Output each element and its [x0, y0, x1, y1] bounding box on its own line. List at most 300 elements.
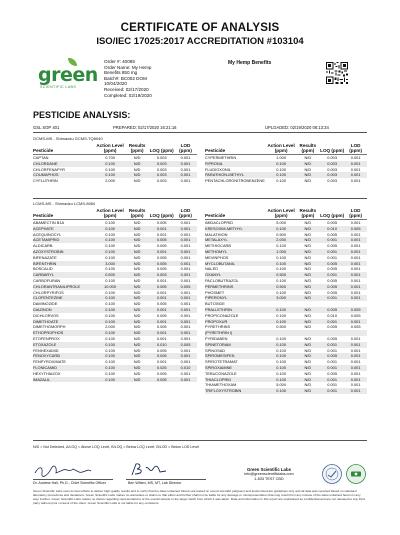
table-cell: 0.001 — [174, 319, 197, 325]
order-line: 10/04/2020 — [104, 81, 127, 87]
table-cell: 0.100 — [276, 266, 286, 272]
prepared-date: PREPARED: 02/17/2020 16:21:16 — [113, 125, 177, 130]
signature-director — [128, 462, 170, 478]
table-cell: 0.100 — [95, 161, 125, 167]
lab-name: Green Scientific Labs — [247, 467, 291, 472]
column-header: LOQ (ppm) — [149, 208, 174, 220]
table-cell: N/D — [296, 249, 320, 255]
pesticide-name: ALDICARB — [33, 243, 53, 249]
lab-contact — [222, 468, 316, 481]
table-cell: 0.100 — [95, 226, 125, 232]
column-header: Action Level (ppm) — [267, 143, 295, 153]
pesticide-name: CHLORANTRANILIPROLE — [33, 284, 95, 290]
pesticide-name: IMIDACLOPRID — [205, 220, 234, 225]
table-cell: 0.001 — [350, 155, 361, 160]
table-cell: N/D — [133, 347, 141, 353]
table-cell: 0.001 — [327, 347, 338, 353]
pesticide-name: MALATHION — [205, 231, 228, 237]
table-cell: N/D — [125, 353, 150, 359]
table-cell: 3.000 — [95, 261, 125, 267]
pesticide-name: FENHEXAMID — [33, 347, 59, 353]
gcms-table-right — [205, 143, 367, 184]
pesticide-name: TRIFLOXYSTROBIN — [205, 388, 267, 394]
table-cell: 0.005 — [156, 266, 167, 272]
column-header: LOD (ppm) — [174, 208, 197, 220]
pesticide-name: FIPRONIL — [205, 161, 267, 167]
order-line: Order #: 40085 — [104, 59, 135, 64]
pesticide-name: SPIROTETRAMAT — [205, 359, 238, 365]
table-cell: 0.005 — [320, 284, 344, 290]
disclaimer-text: Green Scientific Labs uses its best efforts to deliver high-quality results and to verify that the data contained therein are based on sound scientific judgment and levels listed are guidelines only and all data was reported based on standard laboratory procedures and deviations. Green Scientific Labs makes no warranties or claims to that effect and further shall not be liable for any damage or misrepresentation that may result from any misuse of the data contained herein in any way. Further, Green Scientific Labs makes no claims regarding representations of the overall sample to the larger batch from which it was taken. Data and information in this report are maintained as confidential and are not released to any third party without prior consent of the client. Green Scientific Labs is not liable for any omissions. — [33, 489, 365, 505]
pesticide-name: ETHOPROPHOS — [33, 330, 95, 336]
table-cell: 0.001 — [156, 289, 167, 295]
table-cell: N/D — [304, 335, 312, 341]
table-cell: N/D — [133, 220, 141, 225]
table-cell: 0.003 — [149, 272, 174, 278]
table-cell: 0.100 — [105, 231, 115, 237]
table-cell: 0.001 — [180, 277, 191, 283]
signature-line — [33, 479, 113, 480]
table-cell: 1.000 — [267, 249, 296, 255]
lab-phone: 1-833 TEST CBD — [254, 476, 284, 481]
table-cell: N/D — [296, 319, 320, 325]
pesticide-name: ACEPHATE — [33, 226, 95, 232]
table-cell: 0.100 — [105, 370, 115, 376]
table-cell: 0.100 — [105, 347, 115, 353]
table-cell: 0.001 — [320, 377, 344, 383]
table-cell: 0.010 — [174, 365, 197, 371]
column-header: Pesticide — [205, 143, 267, 155]
table-cell: N/D — [125, 249, 150, 255]
qr-code-icon[interactable] — [326, 62, 348, 84]
table-cell: 0.005 — [320, 307, 344, 313]
table-cell: N/D — [296, 342, 320, 348]
pesticide-name: THIACLOPRID — [205, 377, 267, 383]
table-cell: 0.003 — [327, 178, 338, 184]
order-line: Completed: 02/19/2020 — [104, 92, 152, 98]
table-cell: 0.500 — [276, 324, 286, 330]
table-cell: N/D — [125, 172, 150, 178]
certificate-title: CERTIFICATE OF ANALYSIS — [120, 22, 280, 34]
table-cell: 0.001 — [320, 295, 344, 301]
signature-cso — [33, 464, 93, 478]
column-header: Action Level (ppm) — [96, 143, 124, 153]
column-header: LOD (ppm) — [344, 143, 367, 155]
table-cell: 0.001 — [327, 382, 338, 388]
table-cell: 0.001 — [344, 295, 367, 301]
table-cell: 0.001 — [180, 347, 191, 353]
table-cell: 0.001 — [344, 172, 367, 178]
table-cell: 0.100 — [95, 365, 125, 371]
lcms-table-left — [33, 208, 197, 382]
table-cell: N/D — [125, 161, 150, 167]
pesticide-name: THIAMETHOXAM — [205, 382, 237, 388]
table-cell: 0.001 — [327, 254, 338, 260]
table-cell: 0.003 — [149, 161, 174, 167]
table-cell: 0.005 — [174, 342, 197, 348]
table-cell: 0.001 — [149, 330, 174, 336]
table-cell: 0.100 — [267, 365, 296, 371]
table-cell: 0.001 — [344, 377, 367, 383]
table-cell: 10.000 — [95, 284, 125, 290]
pesticide-name: PYRIDABEN — [205, 335, 228, 341]
pesticide-name: DAMINOZIDE — [33, 301, 58, 307]
table-cell: N/D — [304, 166, 312, 172]
signature-cso-name: Dr. Andrew Hall, Ph.D., Chief Scientific Officer — [33, 481, 107, 485]
table-cell: 0.001 — [344, 388, 367, 394]
table-cell: 0.001 — [174, 272, 197, 278]
table-cell: 0.001 — [174, 353, 197, 359]
pesticide-name: KRESOXIM-METHYL — [205, 226, 267, 232]
divider — [33, 198, 367, 199]
table-cell: 0.100 — [267, 226, 296, 232]
table-cell: 0.001 — [350, 289, 361, 295]
table-cell: 0.005 — [149, 284, 174, 290]
table-cell: N/D — [133, 166, 141, 172]
column-header: LOD (ppm) — [174, 143, 197, 155]
table-cell: 0.005 — [149, 261, 174, 267]
pesticide-name: (PYRETHRIN I) — [205, 330, 267, 336]
column-header: LOQ (ppm) — [320, 143, 344, 155]
table-cell: 0.001 — [149, 295, 174, 301]
table-cell: 2.000 — [105, 178, 115, 184]
table-cell: N/D — [133, 277, 141, 283]
table-cell: 0.001 — [320, 342, 344, 348]
pesticide-name: DICHLORVOS — [33, 312, 59, 318]
table-cell: 0.001 — [180, 335, 191, 341]
table-cell: 0.001 — [320, 237, 344, 243]
table-cell: 0.001 — [149, 319, 174, 325]
table-cell: N/D — [304, 347, 312, 353]
column-header: Pesticide — [33, 143, 95, 155]
column-header: LOQ (ppm) — [149, 143, 174, 155]
table-cell: 0.001 — [344, 161, 367, 167]
table-cell: 0.100 — [95, 249, 125, 255]
table-cell: 0.005 — [344, 226, 367, 232]
table-cell: 0.001 — [350, 254, 361, 260]
pesticide-name: CYFLUTHRIN — [33, 178, 58, 184]
pesticide-name: PRALLETHRIN — [205, 307, 267, 313]
table-cell: 0.001 — [350, 178, 361, 184]
green-scientific-logo: green SCIENTIFIC LABS — [38, 58, 94, 92]
column-header: Results (ppm) — [296, 208, 320, 220]
table-cell: 0.001 — [180, 359, 191, 365]
table-cell: N/D — [133, 359, 141, 365]
table-cell: 0.001 — [344, 261, 367, 267]
table-cell: 5.000 — [276, 382, 286, 388]
table-cell: N/D — [304, 220, 312, 225]
table-cell: N/D — [296, 172, 320, 178]
table-cell: 0.005 — [149, 353, 174, 359]
table-cell: 0.001 — [327, 359, 338, 365]
table-cell: N/D — [304, 243, 312, 249]
table-cell: 0.100 — [276, 166, 286, 172]
table-cell: 0.001 — [180, 324, 191, 330]
legend-note: N/D = Not Detected, A/LOQ = Above LOQ Level, B/LOQ = Below LOQ Level, B/LOD = Below LOD Level — [33, 445, 199, 449]
table-cell: 0.005 — [156, 220, 167, 225]
pesticide-name: NALED — [205, 266, 218, 272]
table-cell: 0.001 — [156, 335, 167, 341]
table-cell: 0.003 — [327, 166, 338, 172]
table-cell: N/D — [133, 324, 141, 330]
table-cell: N/D — [133, 312, 141, 318]
table-row — [205, 388, 367, 394]
table-cell: 0.001 — [350, 359, 361, 365]
table-cell: 0.001 — [350, 266, 361, 272]
table-cell: N/D — [125, 295, 150, 301]
column-header: Action Level (ppm) — [96, 208, 124, 218]
table-cell: N/D — [304, 359, 312, 365]
table-cell: 2.000 — [105, 324, 115, 330]
table-cell: N/D — [304, 289, 312, 295]
table-cell: 0.005 — [327, 335, 338, 341]
table-cell: N/D — [133, 289, 141, 295]
table-cell: 0.001 — [156, 231, 167, 237]
table-cell: 0.100 — [267, 161, 296, 167]
pesticide-name: CARBOFURAN — [33, 277, 61, 283]
table-cell: 0.001 — [149, 307, 174, 313]
pesticide-name: SPINETORAM — [205, 342, 267, 348]
table-cell: 0.500 — [95, 272, 125, 278]
table-cell: 0.001 — [149, 249, 174, 255]
table-cell: N/D — [304, 178, 312, 184]
pesticide-name: CHLORDANE — [33, 161, 95, 167]
table-cell: 0.100 — [105, 254, 115, 260]
table-cell: 0.010 — [149, 342, 174, 348]
table-cell: 0.700 — [105, 155, 115, 160]
column-header: Results (ppm) — [296, 143, 320, 155]
pesticide-name: AZOXYSTROBIN — [33, 249, 95, 255]
table-cell: 0.003 — [327, 155, 338, 160]
table-cell: 0.005 — [344, 307, 367, 313]
pesticide-name: CLOFENTEZINE — [33, 295, 95, 301]
table-cell: N/D — [296, 365, 320, 371]
table-cell: 0.001 — [149, 226, 174, 232]
table-cell: 0.001 — [320, 388, 344, 394]
table-cell: 0.005 — [149, 237, 174, 243]
table-cell: N/D — [125, 226, 150, 232]
table-cell: 0.001 — [174, 330, 197, 336]
table-cell: 0.001 — [180, 220, 191, 225]
table-cell: 0.005 — [156, 347, 167, 353]
table-cell: 0.100 — [267, 353, 296, 359]
table-cell: 0.001 — [344, 249, 367, 255]
gcms-method: GCMS-MS - Shimadzu GCMS-TQ8040 — [33, 136, 103, 141]
column-header: Results (ppm) — [125, 143, 150, 155]
table-cell: 0.100 — [95, 307, 125, 313]
table-cell: 0.100 — [276, 243, 286, 249]
pesticide-name: TEBUCONAZOLE — [205, 370, 237, 376]
pesticide-name: PROPOXUR — [205, 319, 267, 325]
column-header: Pesticide — [205, 208, 267, 220]
pesticide-name: PACLOBUTRAZOL — [205, 277, 239, 283]
iso-badge-icon — [346, 464, 366, 484]
table-cell: N/D — [304, 312, 312, 318]
table-cell: N/D — [133, 370, 141, 376]
table-cell: 0.100 — [105, 220, 115, 225]
section-title: PESTICIDE ANALYSIS: — [33, 110, 131, 120]
table-cell: N/D — [125, 284, 150, 290]
table-cell: 0.100 — [105, 243, 115, 249]
pesticide-name: FLONICAMID — [33, 365, 95, 371]
table-row — [205, 178, 367, 184]
table-cell: N/D — [296, 161, 320, 167]
table-cell: 0.100 — [267, 342, 296, 348]
pesticide-name: IMAZALIL — [33, 377, 95, 383]
table-cell: 0.500 — [267, 272, 296, 278]
pesticide-name: PIPERONYL — [205, 295, 267, 301]
table-cell: 0.005 — [156, 370, 167, 376]
table-cell: 0.005 — [327, 266, 338, 272]
table-cell: N/D — [133, 301, 141, 307]
table-cell: 0.001 — [180, 178, 191, 184]
table-cell: 0.005 — [350, 324, 361, 330]
table-cell: 0.100 — [95, 377, 125, 383]
table-cell: N/D — [125, 307, 150, 313]
table-cell: N/D — [304, 382, 312, 388]
table-cell: N/D — [125, 237, 150, 243]
table-cell: N/D — [296, 237, 320, 243]
pesticide-name: ACEQUINOCYL — [33, 231, 62, 237]
table-cell: 0.001 — [344, 342, 367, 348]
table-cell: 0.100 — [95, 319, 125, 325]
table-cell: 0.005 — [327, 277, 338, 283]
table-cell: N/D — [296, 284, 320, 290]
order-line: Batch#: BC002 DOM — [104, 75, 147, 81]
pesticide-name: PERMETHRINS — [205, 284, 267, 290]
table-cell: 0.001 — [156, 359, 167, 365]
table-cell: 0.100 — [276, 347, 286, 353]
table-cell: N/D — [304, 254, 312, 260]
table-cell: 0.001 — [174, 237, 197, 243]
table-cell: N/D — [125, 261, 150, 267]
table-cell: 0.100 — [276, 178, 286, 184]
table-cell: 0.100 — [105, 289, 115, 295]
table-cell: 0.003 — [320, 161, 344, 167]
table-cell: 0.001 — [320, 365, 344, 371]
table-cell: 0.001 — [344, 272, 367, 278]
table-cell: 0.001 — [174, 226, 197, 232]
table-cell: 0.001 — [320, 249, 344, 255]
table-cell: 0.100 — [276, 254, 286, 260]
table-cell: 0.001 — [174, 172, 197, 178]
divider — [33, 132, 367, 133]
uploaded-date: UPLOADED: 02/19/2020 06:13:34 — [265, 125, 329, 130]
table-cell: 0.100 — [105, 335, 115, 341]
table-cell: 0.010 — [327, 312, 338, 318]
table-cell: 0.100 — [105, 312, 115, 318]
pesticide-name: OXAMYL — [205, 272, 267, 278]
table-cell: 0.001 — [350, 220, 361, 225]
client-name: My Hemp Benefits — [228, 60, 272, 66]
table-cell: 0.001 — [180, 266, 191, 272]
column-header: LOD (ppm) — [344, 208, 367, 220]
pesticide-name: METALAXYL — [205, 237, 267, 243]
table-cell: 0.001 — [156, 277, 167, 283]
table-cell: 0.100 — [267, 388, 296, 394]
table-cell: 0.100 — [105, 277, 115, 283]
pesticide-name: PHOSMET — [205, 289, 225, 295]
table-cell: N/D — [296, 272, 320, 278]
pesticide-name: FENPYROXIMATE — [33, 359, 67, 365]
table-cell: N/D — [296, 388, 320, 394]
table-cell: 5.000 — [276, 220, 286, 225]
table-cell: 0.005 — [156, 312, 167, 318]
table-cell: 0.005 — [156, 301, 167, 307]
lcms-method: LCMS-MS - Shimadzu LCMS-8060 — [33, 201, 96, 206]
table-cell: 0.005 — [174, 284, 197, 290]
table-cell: N/D — [304, 231, 312, 237]
table-cell: 0.001 — [350, 231, 361, 237]
table-cell: 0.001 — [180, 231, 191, 237]
pesticide-name: COUMAPHOS — [33, 172, 95, 178]
table-cell: 0.100 — [276, 370, 286, 376]
table-cell: 0.005 — [156, 324, 167, 330]
table-cell: N/D — [125, 330, 150, 336]
table-cell: N/D — [296, 353, 320, 359]
table-cell: 0.005 — [156, 254, 167, 260]
pesticide-name: CHLORFENAPYR — [33, 166, 65, 172]
signature-director-name: Ben Witten, MS, MT, Lab Director — [128, 481, 182, 485]
table-cell: 0.001 — [174, 161, 197, 167]
divider — [33, 440, 367, 441]
pesticide-name: PARATHION-METHYL — [205, 172, 267, 178]
table-cell: 0.100 — [95, 353, 125, 359]
pesticide-name: BIFENTHRIN — [33, 261, 95, 267]
table-cell: N/D — [133, 254, 141, 260]
table-cell: 0.100 — [276, 359, 286, 365]
table-cell: 0.100 — [95, 342, 125, 348]
table-cell: 0.005 — [149, 377, 174, 383]
order-line: Order Name: My Hemp — [104, 64, 152, 70]
table-cell: 0.100 — [276, 335, 286, 341]
table-cell: 0.100 — [95, 172, 125, 178]
table-cell: 0.100 — [267, 307, 296, 313]
table-cell: N/D — [125, 365, 150, 371]
table-cell: N/D — [133, 231, 141, 237]
table-cell: 0.001 — [320, 319, 344, 325]
table-cell: 0.100 — [276, 277, 286, 283]
table-cell: 0.100 — [267, 261, 296, 267]
table-cell: 0.005 — [350, 312, 361, 318]
table-cell: 0.001 — [344, 319, 367, 325]
table-cell: 0.003 — [156, 166, 167, 172]
pesticide-name: SPINOSAD — [205, 347, 226, 353]
table-cell: N/D — [125, 377, 150, 383]
table-cell: 0.100 — [95, 330, 125, 336]
table-cell: N/D — [304, 155, 312, 160]
table-cell: N/D — [296, 307, 320, 313]
pesticide-name: PENTACHLORONITROBENZENE — [205, 178, 265, 184]
table-cell: 0.005 — [327, 220, 338, 225]
pesticide-name: BIFENAZATE — [33, 254, 57, 260]
table-cell: 0.100 — [105, 166, 115, 172]
table-cell: N/D — [133, 335, 141, 341]
lab-email[interactable]: info@greenscientificlabs.com — [244, 472, 294, 477]
table-cell: 0.001 — [350, 166, 361, 172]
table-cell: 0.001 — [180, 243, 191, 249]
column-header: LOQ (ppm) — [320, 208, 344, 220]
table-cell: 0.001 — [174, 307, 197, 313]
table-cell: 0.003 — [149, 172, 174, 178]
table-cell: N/D — [304, 277, 312, 283]
table-cell: N/D — [296, 377, 320, 383]
table-cell: 0.003 — [156, 155, 167, 160]
table-cell: 2.000 — [267, 237, 296, 243]
table-cell: 0.100 — [267, 377, 296, 383]
table-cell: 0.001 — [180, 301, 191, 307]
pesticide-name: CAPTAN — [33, 155, 49, 160]
